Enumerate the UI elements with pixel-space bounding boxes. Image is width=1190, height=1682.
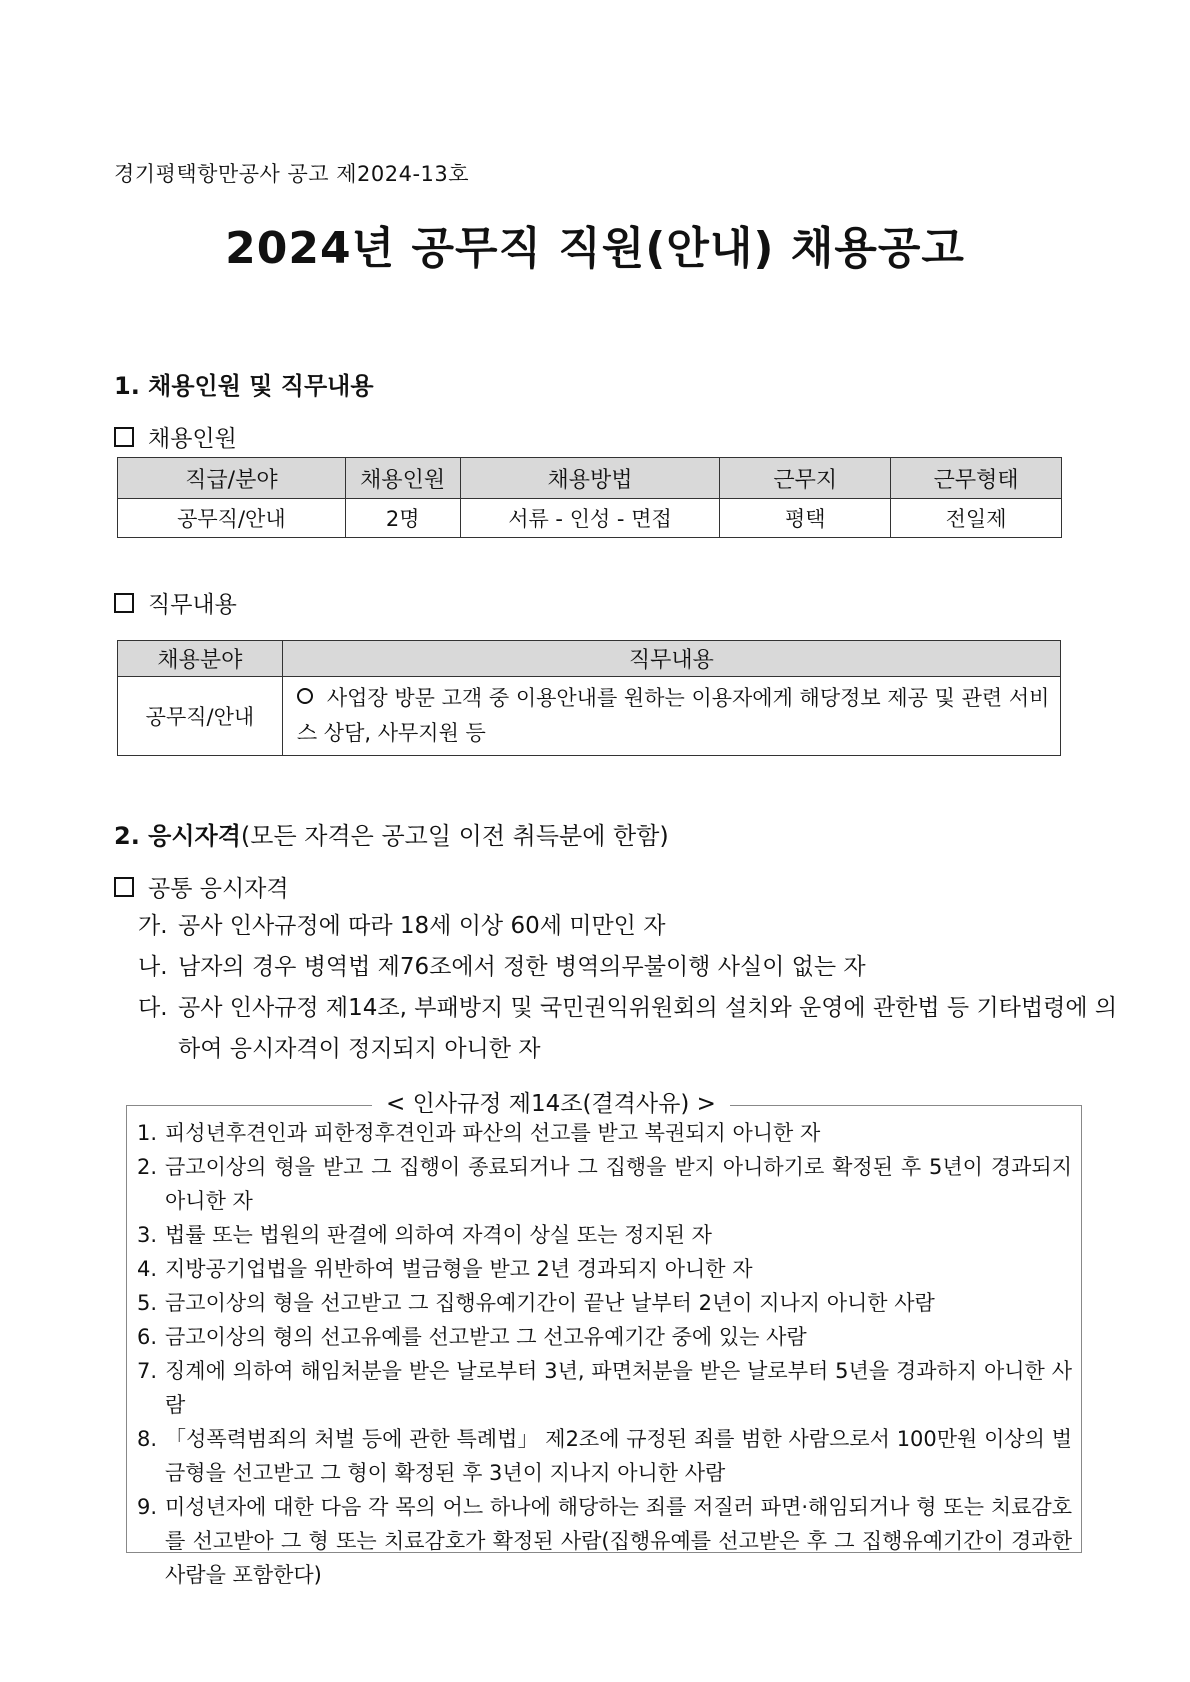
list-item: 6. 금고이상의 형의 선고유예를 선고받고 그 선고유예기간 중에 있는 사람 [137,1325,807,1349]
recruit-subheading: 채용인원 [114,420,237,453]
table-cell: 평택 [720,499,891,538]
list-item: 2. 금고이상의 형을 받고 그 집행이 종료되거나 그 집행을 받지 아니하기로 확정된 후 5년이 경과되지 아니한 자 [137,1155,1072,1213]
recruit-table [117,457,1062,538]
table-row [118,677,1061,756]
page-title: 2024년 공무직 직원(안내) 채용공고 [225,223,965,274]
section-2-note: (모든 자격은 공고일 이전 취득분에 한함) [240,822,669,850]
list-item: 8. 「성폭력범죄의 처벌 등에 관한 특례법」 제2조에 규정된 죄를 범한 사람으로서 100만원 이상의 벌금형을 선고받고 그 형이 확정된 후 3년이 지나지 아니한 사람 [137,1427,1072,1485]
checkbox-square-icon [114,427,134,447]
list-item: 3. 법률 또는 법원의 판결에 의하여 자격이 상실 또는 정지된 자 [137,1223,712,1247]
table-cell: 2명 [345,499,460,538]
disqualification-list [137,1116,1072,1592]
qualification-list [138,906,1118,1070]
table-header-row [118,641,1061,677]
table-cell: 공무직/안내 [118,677,283,756]
section-2-heading: 2. 응시자격(모든 자격은 공고일 이전 취득분에 한함) [114,822,669,850]
duty-table [117,640,1061,756]
column-header: 직급/분야 [118,458,346,499]
list-item: 7. 징계에 의하여 해임처분을 받은 날로부터 3년, 파면처분을 받은 날로부터 5년을 경과하지 아니한 사람 [137,1359,1072,1417]
column-header: 직무내용 [282,641,1060,677]
checkbox-square-icon [114,593,134,613]
duty-subheading: 직무내용 [114,586,237,619]
table-cell: 전일제 [891,499,1062,538]
list-item: 나. 남자의 경우 병역법 제76조에서 정한 병역의무불이행 사실이 없는 자 [138,954,866,980]
column-header: 채용분야 [118,641,283,677]
list-item: 5. 금고이상의 형을 선고받고 그 집행유예기간이 끝난 날부터 2년이 지나지 아니한 사람 [137,1291,935,1315]
table-row [118,499,1062,538]
list-item: 4. 지방공기업법을 위반하여 벌금형을 받고 2년 경과되지 아니한 자 [137,1257,753,1281]
table-cell: 서류 - 인성 - 면접 [460,499,720,538]
section-1-heading: 1. 채용인원 및 직무내용 [114,372,374,400]
notice-number: 경기평택항만공사 공고 제2024-13호 [114,162,470,186]
circle-bullet-icon [297,688,313,704]
table-header-row [118,458,1062,499]
disqualification-title: < 인사규정 제14조(결격사유) > [372,1085,730,1118]
column-header: 채용인원 [345,458,460,499]
list-item: 1. 피성년후견인과 피한정후견인과 파산의 선고를 받고 복권되지 아니한 자 [137,1121,821,1145]
checkbox-square-icon [114,877,134,897]
list-item: 가. 공사 인사규정에 따라 18세 이상 60세 미만인 자 [138,913,666,939]
column-header: 채용방법 [460,458,720,499]
column-header: 근무지 [720,458,891,499]
duty-description-cell [282,677,1060,756]
common-qualification-subheading: 공통 응시자격 [114,870,289,903]
list-item: 9. 미성년자에 대한 다음 각 목의 어느 하나에 해당하는 죄를 저질러 파면·해임되거나 형 또는 치료감호를 선고받아 그 형 또는 치료감호가 확정된 사람(집행유예를 선고받은 후 그 집행유예기간이 경과한 사람을 포함한다) [137,1495,1072,1587]
list-item: 다. 공사 인사규정 제14조, 부패방지 및 국민권익위원회의 설치와 운영에 관한법 등 기타법령에 의하여 응시자격이 정지되지 아니한 자 [138,995,1118,1062]
duty-description: 사업장 방문 고객 중 이용안내를 원하는 이용자에게 해당정보 제공 및 관련 서비스 상담, 사무지원 등 [296,686,1050,745]
column-header: 근무형태 [891,458,1062,499]
table-cell: 공무직/안내 [118,499,346,538]
